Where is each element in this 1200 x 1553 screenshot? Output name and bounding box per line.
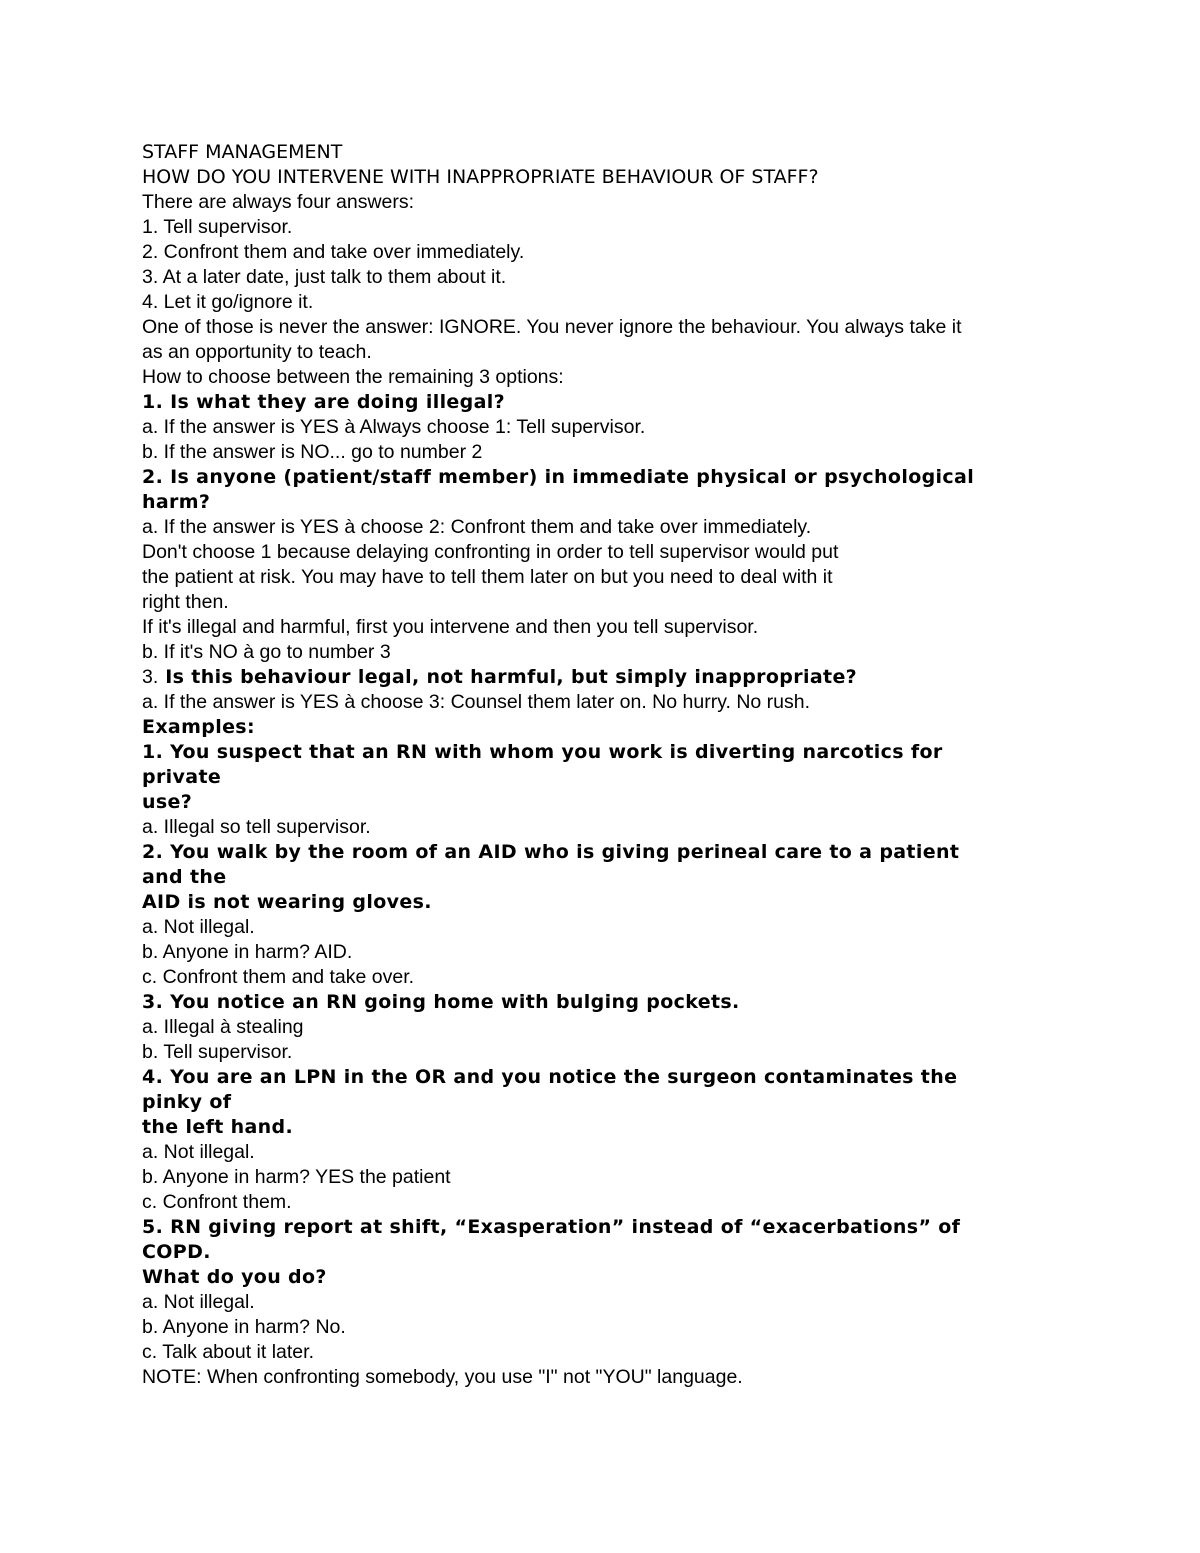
intro-text: There are always four answers: xyxy=(142,191,415,213)
example-1-heading-cont: use? xyxy=(142,791,193,813)
question-1-answer-b: b. If the answer is NO... go to number 2 xyxy=(142,441,483,463)
question-1-answer-a: a. If the answer is YES à Always choose 1: Tell supervisor. xyxy=(142,416,646,438)
example-4-answer-a: a. Not illegal. xyxy=(142,1141,255,1163)
question-3-answer-a: a. If the answer is YES à choose 3: Counsel them later on. No hurry. No rush. xyxy=(142,691,811,713)
example-4-heading-cont: pinky of xyxy=(142,1091,232,1113)
choose-text: How to choose between the remaining 3 options: xyxy=(142,366,564,388)
example-4-answer-c: c. Confront them. xyxy=(142,1191,292,1213)
example-2-heading: 2. You walk by the room of an AID who is giving perineal care to a patient xyxy=(142,841,960,863)
question-2-note: right then. xyxy=(142,591,229,613)
example-3-heading: 3. You notice an RN going home with bulging pockets. xyxy=(142,991,740,1013)
example-3-answer-a: a. Illegal à stealing xyxy=(142,1016,304,1038)
question-3-heading xyxy=(142,665,1142,690)
question-3-text: Is this behaviour legal, not harmful, but simply inappropriate? xyxy=(165,666,858,688)
examples-heading: Examples: xyxy=(142,716,255,738)
question-3-number: 3. xyxy=(142,666,159,688)
never-text: as an opportunity to teach. xyxy=(142,341,372,363)
example-5-question: What do you do? xyxy=(142,1266,327,1288)
example-5-answer-a: a. Not illegal. xyxy=(142,1291,255,1313)
document-page xyxy=(142,140,1142,1390)
note-text: NOTE: When confronting somebody, you use "I" not "YOU" language. xyxy=(142,1366,743,1388)
doc-question: HOW DO YOU INTERVENE WITH INAPPROPRIATE BEHAVIOUR OF STAFF? xyxy=(142,166,819,188)
example-5-answer-c: c. Talk about it later. xyxy=(142,1341,314,1363)
example-5-answer-b: b. Anyone in harm? No. xyxy=(142,1316,346,1338)
example-1-heading: 1. You suspect that an RN with whom you work is diverting narcotics for xyxy=(142,741,943,763)
answer-item: 4. Let it go/ignore it. xyxy=(142,291,314,313)
example-2-answer-a: a. Not illegal. xyxy=(142,916,255,938)
example-4-answer-b: b. Anyone in harm? YES the patient xyxy=(142,1166,451,1188)
example-5-heading-cont: COPD. xyxy=(142,1241,211,1263)
question-2-answer-b: b. If it's NO à go to number 3 xyxy=(142,641,391,663)
question-2-answer-a: a. If the answer is YES à choose 2: Confront them and take over immediately. xyxy=(142,516,812,538)
example-4-heading: 4. You are an LPN in the OR and you notice the surgeon contaminates the xyxy=(142,1066,958,1088)
example-2-answer-b: b. Anyone in harm? AID. xyxy=(142,941,353,963)
example-2-answer-c: c. Confront them and take over. xyxy=(142,966,415,988)
question-2-heading: 2. Is anyone (patient/staff member) in immediate physical or psychological xyxy=(142,466,975,488)
example-1-answer-a: a. Illegal so tell supervisor. xyxy=(142,816,371,838)
doc-title: STAFF MANAGEMENT xyxy=(142,141,343,163)
question-1-heading: 1. Is what they are doing illegal? xyxy=(142,391,506,413)
question-2-note: the patient at risk. You may have to tell them later on but you need to deal with it xyxy=(142,566,833,588)
example-1-heading-cont: private xyxy=(142,766,222,788)
example-4-heading-cont: the left hand. xyxy=(142,1116,294,1138)
never-text: One of those is never the answer: IGNORE. You never ignore the behaviour. You always take it xyxy=(142,316,962,338)
example-2-heading-cont: and the xyxy=(142,866,227,888)
answer-item: 2. Confront them and take over immediately. xyxy=(142,241,525,263)
answer-item: 3. At a later date, just talk to them about it. xyxy=(142,266,507,288)
example-2-heading-cont: AID is not wearing gloves. xyxy=(142,891,432,913)
answer-item: 1. Tell supervisor. xyxy=(142,216,293,238)
question-2-note: If it's illegal and harmful, first you intervene and then you tell supervisor. xyxy=(142,616,759,638)
question-2-note: Don't choose 1 because delaying confronting in order to tell supervisor would put xyxy=(142,541,839,563)
example-3-answer-b: b. Tell supervisor. xyxy=(142,1041,293,1063)
question-2-heading-cont: harm? xyxy=(142,491,211,513)
example-5-heading: 5. RN giving report at shift, “Exasperation” instead of “exacerbations” of xyxy=(142,1216,961,1238)
